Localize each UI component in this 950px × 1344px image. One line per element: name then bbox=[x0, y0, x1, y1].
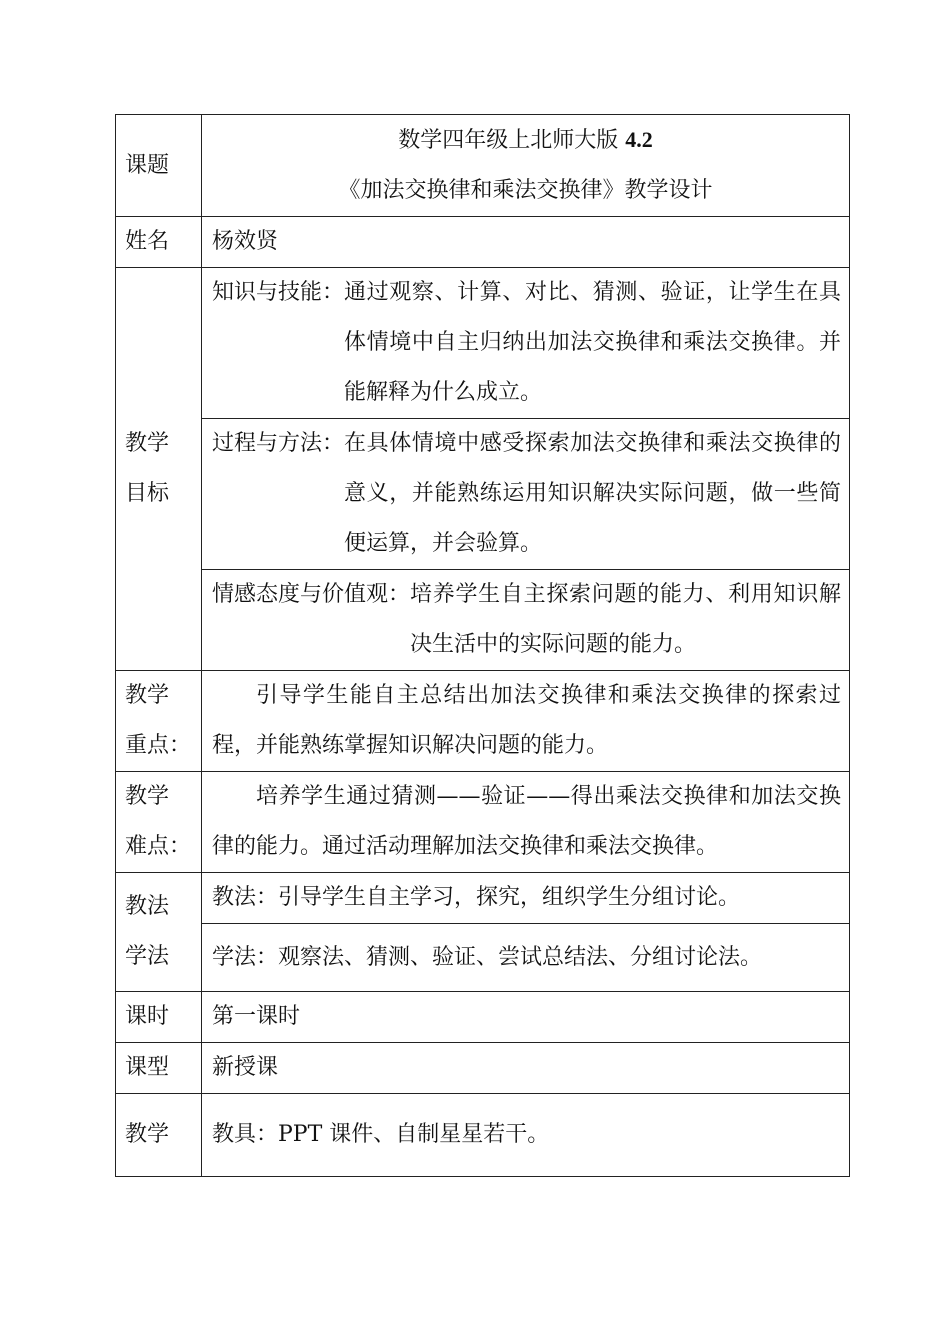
key-points-text: 引导学生能自主总结出加法交换律和乘法交换律的探索过程，并能熟练掌握知识解决问题的能力。 bbox=[212, 683, 841, 758]
goals-label-line1: 教学 bbox=[125, 431, 170, 456]
row-teaching-method bbox=[116, 873, 850, 924]
goal-knowledge-heading: 知识与技能： bbox=[212, 280, 345, 305]
topic-title-line1 bbox=[202, 115, 849, 166]
difficulties-label-line2: 难点： bbox=[125, 834, 192, 859]
lesson-type-label: 课型 bbox=[116, 1043, 202, 1094]
topic-label: 课题 bbox=[116, 115, 202, 217]
row-topic bbox=[116, 115, 850, 217]
topic-cell bbox=[202, 115, 850, 217]
difficulties-label bbox=[116, 772, 202, 873]
methods-label-line1: 教法 bbox=[125, 894, 170, 919]
goals-label bbox=[116, 268, 202, 671]
topic-version-number: 4.2 bbox=[625, 127, 653, 152]
goal-emotion-heading: 情感态度与价值观： bbox=[212, 582, 411, 607]
lesson-type-value: 新授课 bbox=[202, 1043, 850, 1094]
key-points-label-line1: 教学 bbox=[125, 683, 170, 708]
row-lesson-type bbox=[116, 1043, 850, 1094]
topic-title-line2: 《加法交换律和乘法交换律》教学设计 bbox=[338, 178, 713, 203]
tools-label: 教学 bbox=[116, 1094, 202, 1177]
tools-value: 教具：PPT 课件、自制星星若干。 bbox=[202, 1094, 850, 1177]
teaching-method-text: 教法：引导学生自主学习，探究，组织学生分组讨论。 bbox=[202, 873, 850, 924]
name-label: 姓名 bbox=[116, 217, 202, 268]
key-points-cell bbox=[202, 671, 850, 772]
goal-process-text: 在具体情境中感受探索加法交换律和乘法交换律的意义，并能熟练运用知识解决实际问题，做一些简便运算，并会验算。 bbox=[344, 431, 841, 556]
key-points-label bbox=[116, 671, 202, 772]
name-value: 杨效贤 bbox=[202, 217, 850, 268]
methods-label bbox=[116, 873, 202, 992]
difficulties-text: 培养学生通过猜测——验证——得出乘法交换律和加法交换律的能力。通过活动理解加法交换律和乘法交换律。 bbox=[212, 784, 841, 859]
row-name bbox=[116, 217, 850, 268]
goal-emotion bbox=[202, 570, 850, 671]
difficulties-cell bbox=[202, 772, 850, 873]
row-difficulties bbox=[116, 772, 850, 873]
period-label: 课时 bbox=[116, 992, 202, 1043]
goal-process bbox=[202, 419, 850, 570]
methods-label-line2: 学法 bbox=[125, 944, 170, 969]
period-value: 第一课时 bbox=[202, 992, 850, 1043]
goal-emotion-text: 培养学生自主探索问题的能力、利用知识解决生活中的实际问题的能力。 bbox=[410, 582, 841, 657]
goal-process-heading: 过程与方法： bbox=[212, 431, 345, 456]
topic-title-text: 数学四年级上北师大版 bbox=[398, 128, 626, 153]
goals-label-line2: 目标 bbox=[125, 481, 170, 506]
row-goals-emotion bbox=[116, 570, 850, 671]
goal-knowledge-text: 通过观察、计算、对比、猜测、验证，让学生在具体情境中自主归纳出加法交换律和乘法交换律。并能解释为什么成立。 bbox=[344, 280, 841, 405]
key-points-label-line2: 重点： bbox=[125, 733, 192, 758]
lesson-plan-table bbox=[115, 114, 850, 1177]
goal-knowledge bbox=[202, 268, 850, 419]
row-period bbox=[116, 992, 850, 1043]
row-goals-knowledge bbox=[116, 268, 850, 419]
row-goals-process bbox=[116, 419, 850, 570]
row-tools bbox=[116, 1094, 850, 1177]
learning-method-text: 学法：观察法、猜测、验证、尝试总结法、分组讨论法。 bbox=[202, 924, 850, 992]
difficulties-label-line1: 教学 bbox=[125, 784, 170, 809]
row-learning-method bbox=[116, 924, 850, 992]
row-key-points bbox=[116, 671, 850, 772]
